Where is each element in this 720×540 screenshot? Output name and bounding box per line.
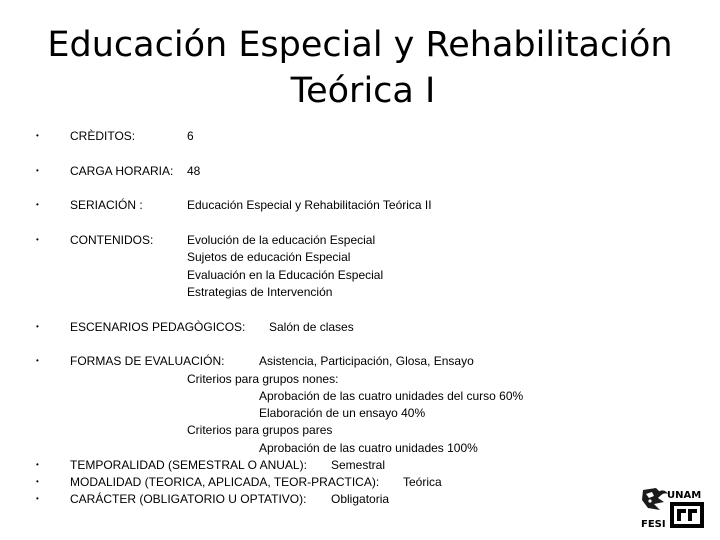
nones-header: Criterios para grupos nones: [187,372,339,386]
seriacion-label: SERIACIÓN : [70,198,143,212]
bullet-icon: • [36,356,39,365]
logo-top-text: UNAM [667,490,702,501]
escenarios-value: Salón de clases [269,320,354,334]
pares-header: Criterios para grupos pares [187,423,333,437]
bullet-icon: • [36,131,39,140]
formas-label: FORMAS DE EVALUACIÓN: [70,354,225,368]
contenidos-line-3: Evaluación en la Educación Especial [187,268,384,282]
slide-title [0,22,720,114]
bullet-icon: • [36,322,39,331]
escenarios-label: ESCENARIOS PEDAGÒGICOS: [70,320,246,334]
title-line-2: Teórica I [290,71,436,111]
bullet-icon: • [36,200,39,209]
caracter-label: CARÁCTER (OBLIGATORIO U OPTATIVO): [70,492,307,506]
temporalidad-label: TEMPORALIDAD (SEMESTRAL O ANUAL): [70,458,307,472]
carga-label: CARGA HORARIA: [70,164,174,178]
seriacion-value: Educación Especial y Rehabilitación Teórica II [187,198,432,212]
carga-value: 48 [187,164,201,178]
modalidad-value: Teórica [403,475,442,489]
creditos-value: 6 [187,129,194,143]
nones-criterion-2: Elaboración de un ensayo 40% [259,406,426,420]
caracter-value: Obligatoria [331,492,390,506]
contenidos-line-1: Evolución de la educación Especial [187,233,376,247]
contenidos-line-4: Estrategias de Intervención [187,285,333,299]
bullet-icon: • [36,235,39,244]
unam-fesi-logo [640,486,706,530]
formas-value: Asistencia, Participación, Glosa, Ensayo [259,354,474,368]
bullet-icon: • [36,460,39,469]
bullet-icon: • [36,477,39,486]
fesi-mark-icon [670,502,704,528]
bullet-icon: • [36,166,39,175]
bullet-icon: • [36,494,39,503]
nones-criterion-1: Aprobación de las cuatro unidades del curso 60% [259,389,524,403]
title-line-1: Educación Especial y Rehabilitación [47,25,673,65]
logo-bottom-text: FESI [641,519,666,530]
eagle-emblem-icon [642,488,668,510]
temporalidad-value: Semestral [331,458,386,472]
modalidad-label: MODALIDAD (TEORICA, APLICADA, TEOR-PRACTICA): [70,475,380,489]
contenidos-label: CONTENIDOS: [70,233,154,247]
contenidos-line-2: Sujetos de educación Especial [187,250,351,264]
creditos-label: CRÈDITOS: [70,129,136,143]
pares-criterion-1: Aprobación de las cuatro unidades 100% [259,441,478,455]
